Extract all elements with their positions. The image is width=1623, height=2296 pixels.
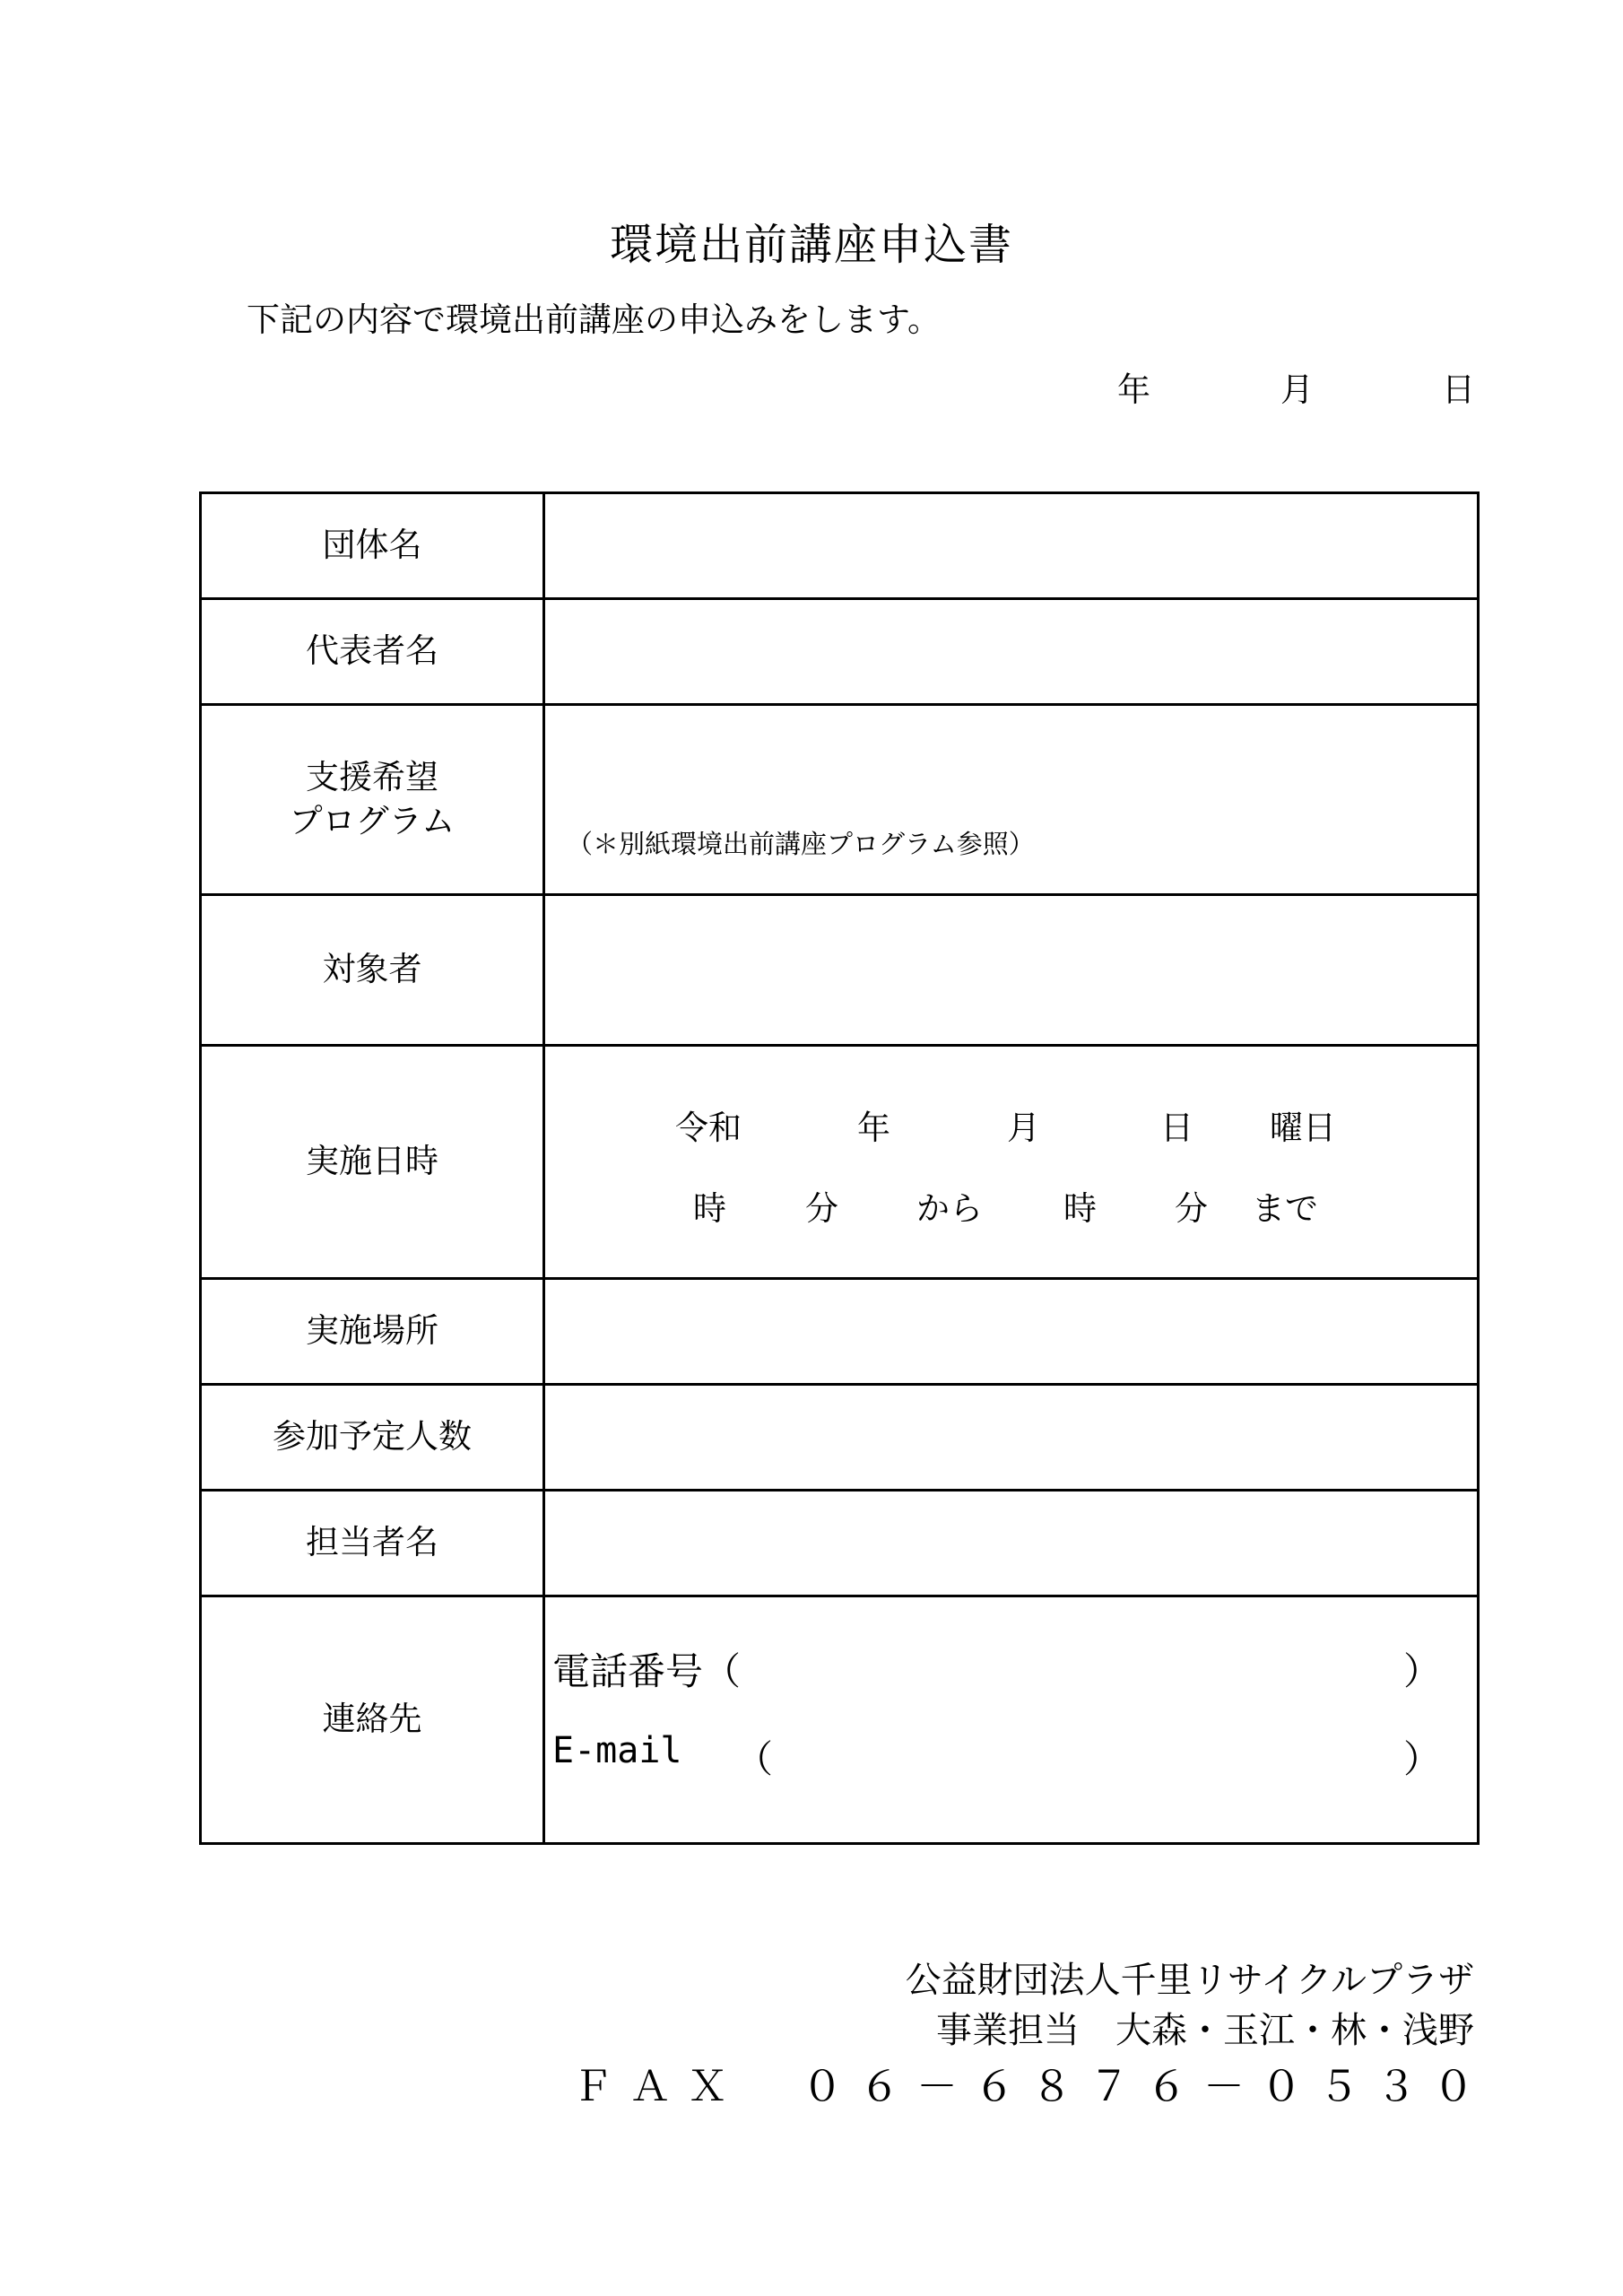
table-row: [201, 493, 1479, 599]
contact-person-field[interactable]: [544, 1491, 1479, 1596]
datetime-field[interactable]: [544, 1046, 1479, 1279]
dt-day-label: 日: [1160, 1109, 1193, 1147]
dt-minute1-label: 分: [805, 1189, 838, 1228]
table-row: [201, 895, 1479, 1046]
table-row: [201, 1046, 1479, 1279]
target-label: 対象者: [201, 895, 544, 1046]
participants-field[interactable]: [544, 1385, 1479, 1491]
table-row: [201, 599, 1479, 705]
program-field[interactable]: [544, 705, 1479, 895]
date-year-label: 年: [1117, 370, 1150, 409]
table-row: [201, 705, 1479, 895]
participants-label: 参加予定人数: [201, 1385, 544, 1491]
program-label-line-2: プログラム: [289, 801, 456, 840]
organization-label: 団体名: [201, 493, 544, 599]
dt-year-label: 年: [857, 1109, 890, 1147]
datetime-label: 実施日時: [201, 1046, 544, 1279]
program-label-line-1: 支援希望: [306, 758, 438, 797]
contact-field: [544, 1596, 1479, 1844]
dt-weekday-label: 曜日: [1270, 1109, 1336, 1147]
contact-person-label: 担当者名: [201, 1491, 544, 1596]
intro-text: 下記の内容で環境出前講座の申込みをします。: [247, 300, 942, 339]
venue-field[interactable]: [544, 1279, 1479, 1385]
date-day-label: 日: [1442, 370, 1475, 409]
dt-hour1-label: 時: [693, 1189, 726, 1228]
contact-label: 連絡先: [201, 1596, 544, 1844]
email-label: E-mail: [552, 1730, 682, 1771]
table-row: [201, 1385, 1479, 1491]
datetime-date-line: [545, 1100, 1477, 1145]
program-note: （＊別紙環境出前講座プログラム参照）: [567, 829, 1035, 859]
table-row: [201, 1491, 1479, 1596]
table-row: [201, 1279, 1479, 1385]
program-label: [201, 705, 544, 895]
email-line[interactable]: [552, 1730, 1441, 1784]
representative-field[interactable]: [544, 599, 1479, 705]
target-field[interactable]: [544, 895, 1479, 1046]
footer-organization: 公益財団法人千里リサイクルプラザ: [905, 1960, 1474, 2001]
phone-label: 電話番号（: [552, 1649, 742, 1693]
organization-field[interactable]: [544, 493, 1479, 599]
representative-label: 代表者名: [201, 599, 544, 705]
venue-label: 実施場所: [201, 1279, 544, 1385]
page-title: 環境出前講座申込書: [609, 220, 1013, 270]
footer-fax: ＦＡＸ ０６－６８７６－０５３０: [572, 2062, 1490, 2110]
table-row: [201, 1596, 1479, 1844]
footer-staff: 事業担当 大森・玉江・林・浅野: [936, 2010, 1474, 2051]
email-open-paren: （: [735, 1737, 774, 1781]
application-form-table: [199, 491, 1480, 1845]
phone-line[interactable]: [552, 1642, 1441, 1696]
reiwa-label: 令和: [675, 1109, 742, 1147]
date-month-label: 月: [1280, 370, 1314, 409]
dt-until-label: まで: [1252, 1189, 1318, 1228]
dt-month-label: 月: [1007, 1109, 1040, 1147]
dt-minute2-label: 分: [1175, 1189, 1208, 1228]
dt-from-label: から: [916, 1189, 983, 1228]
datetime-time-line: [545, 1181, 1477, 1226]
phone-close-paren: ）: [1402, 1649, 1441, 1693]
email-close-paren: ）: [1402, 1737, 1441, 1781]
dt-hour2-label: 時: [1063, 1189, 1097, 1228]
